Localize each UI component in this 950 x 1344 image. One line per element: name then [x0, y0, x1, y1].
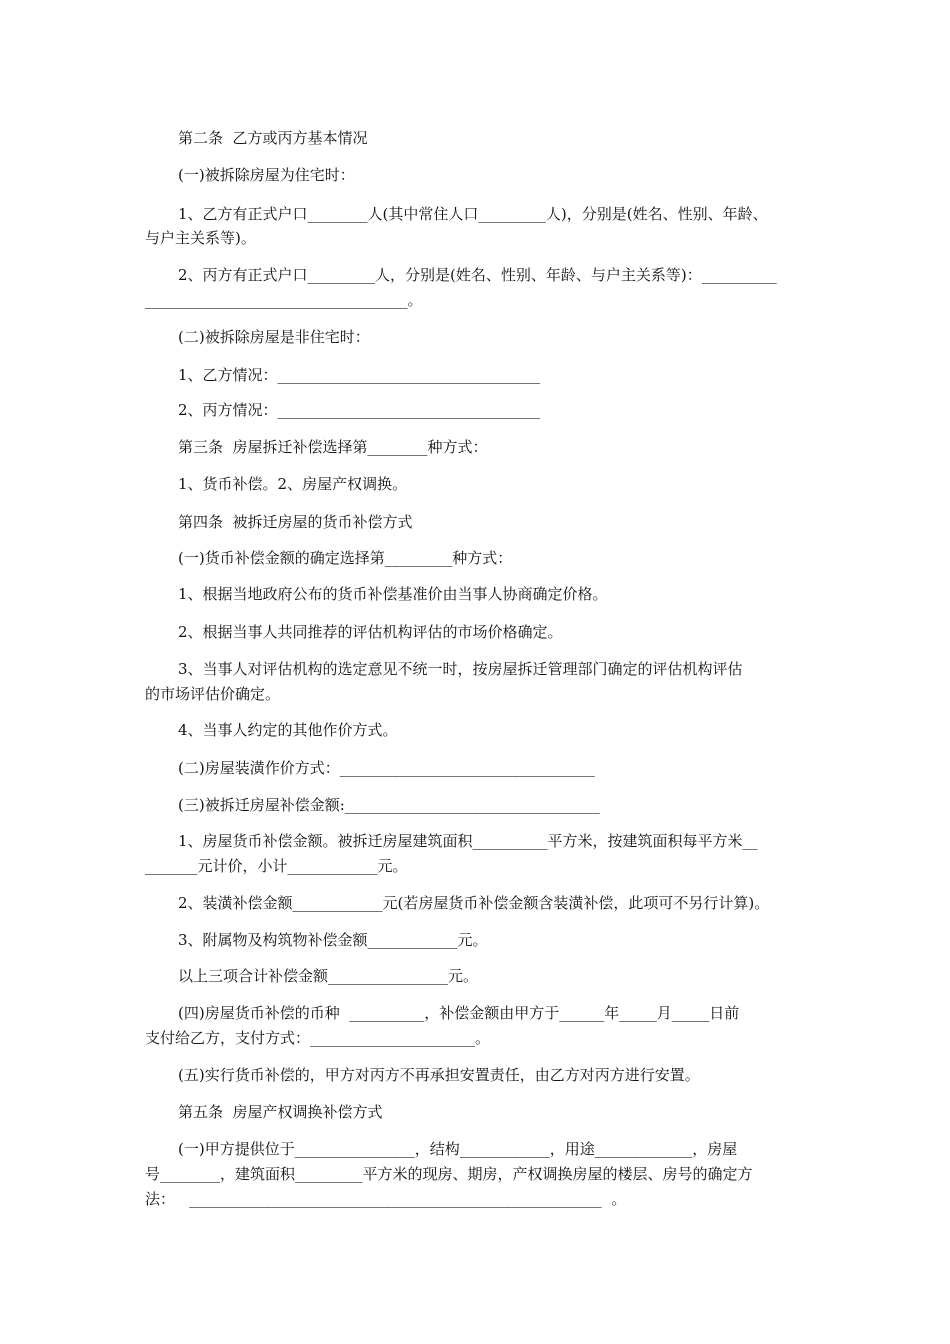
exchange-house-line: (一)甲方提供位于________________，结构____________，用途_____________，房屋	[178, 1140, 738, 1158]
residential-case-heading: (一)被拆除房屋为住宅时：	[178, 166, 355, 184]
resettlement-responsibility-line: (五)实行货币补偿的，甲方对丙方不再承担安置责任，由乙方对丙方进行安置。	[178, 1066, 700, 1084]
compensation-amount-heading: (三)被拆迁房屋补偿金额:__________________________________	[178, 796, 600, 814]
decoration-valuation-line: (二)房屋装潢作价方式：__________________________________	[178, 759, 595, 777]
house-amount-line-cont: _______元计价，小计____________元。	[145, 857, 408, 875]
article-3-heading: 第三条 房屋拆迁补偿选择第________种方式：	[178, 438, 488, 456]
article-4-heading: 第四条 被拆迁房屋的货币补偿方式	[178, 513, 413, 531]
party-b-situation-line: 1、乙方情况：___________________________________	[178, 366, 541, 384]
compensation-options-line: 1、货币补偿。2、房屋产权调换。	[178, 475, 408, 493]
attachments-amount-line: 3、附属物及构筑物补偿金额____________元。	[178, 931, 488, 949]
method-2-line: 2、根据当事人共同推荐的评估机构评估的市场价格确定。	[178, 623, 563, 641]
currency-payment-line: (四)房屋货币补偿的币种 __________，补偿金额由甲方于______年_____月_____日前	[178, 1004, 740, 1022]
method-3-line-cont: 的市场评估价确定。	[145, 685, 281, 703]
house-amount-line: 1、房屋货币补偿金额。被拆迁房屋建筑面积__________平方米，按建筑面积每平方米__	[178, 832, 758, 850]
party-b-household-line: 1、乙方有正式户口________人(其中常住人口_________人)，分别是(姓名、性别、年龄、	[178, 205, 768, 223]
party-c-household-line-cont: ___________________________________。	[145, 291, 423, 309]
article-2-heading: 第二条 乙方或丙方基本情况	[178, 129, 368, 147]
article-5-heading: 第五条 房屋产权调换补偿方式	[178, 1103, 383, 1121]
method-4-line: 4、当事人约定的其他作价方式。	[178, 721, 398, 739]
party-c-household-line: 2、丙方有正式户口_________人，分别是(姓名、性别、年龄、与户主关系等)：__________	[178, 266, 777, 284]
exchange-house-line-cont: 号________，建筑面积_________平方米的现房、期房，产权调换房屋的楼层、房号的确定方	[145, 1165, 753, 1183]
amount-method-heading: (一)货币补偿金额的确定选择第_________种方式：	[178, 549, 513, 567]
decoration-amount-line: 2、装潢补偿金额____________元(若房屋货币补偿金额含装潢补偿，此项可不另行计算)。	[178, 894, 770, 912]
party-c-situation-line: 2、丙方情况：___________________________________	[178, 401, 541, 419]
method-3-line: 3、当事人对评估机构的选定意见不统一时，按房屋拆迁管理部门确定的评估机构评估	[178, 660, 743, 678]
party-b-household-line-cont: 与户主关系等)。	[145, 229, 256, 247]
currency-payment-line-cont: 支付给乙方，支付方式：______________________。	[145, 1029, 491, 1047]
exchange-house-line-cont-2: 法： _______________________________________________________ 。	[145, 1190, 627, 1208]
method-1-line: 1、根据当地政府公布的货币补偿基准价由当事人协商确定价格。	[178, 585, 608, 603]
total-amount-line: 以上三项合计补偿金额________________元。	[178, 967, 479, 985]
non-residential-case-heading: (二)被拆除房屋是非住宅时：	[178, 328, 370, 346]
